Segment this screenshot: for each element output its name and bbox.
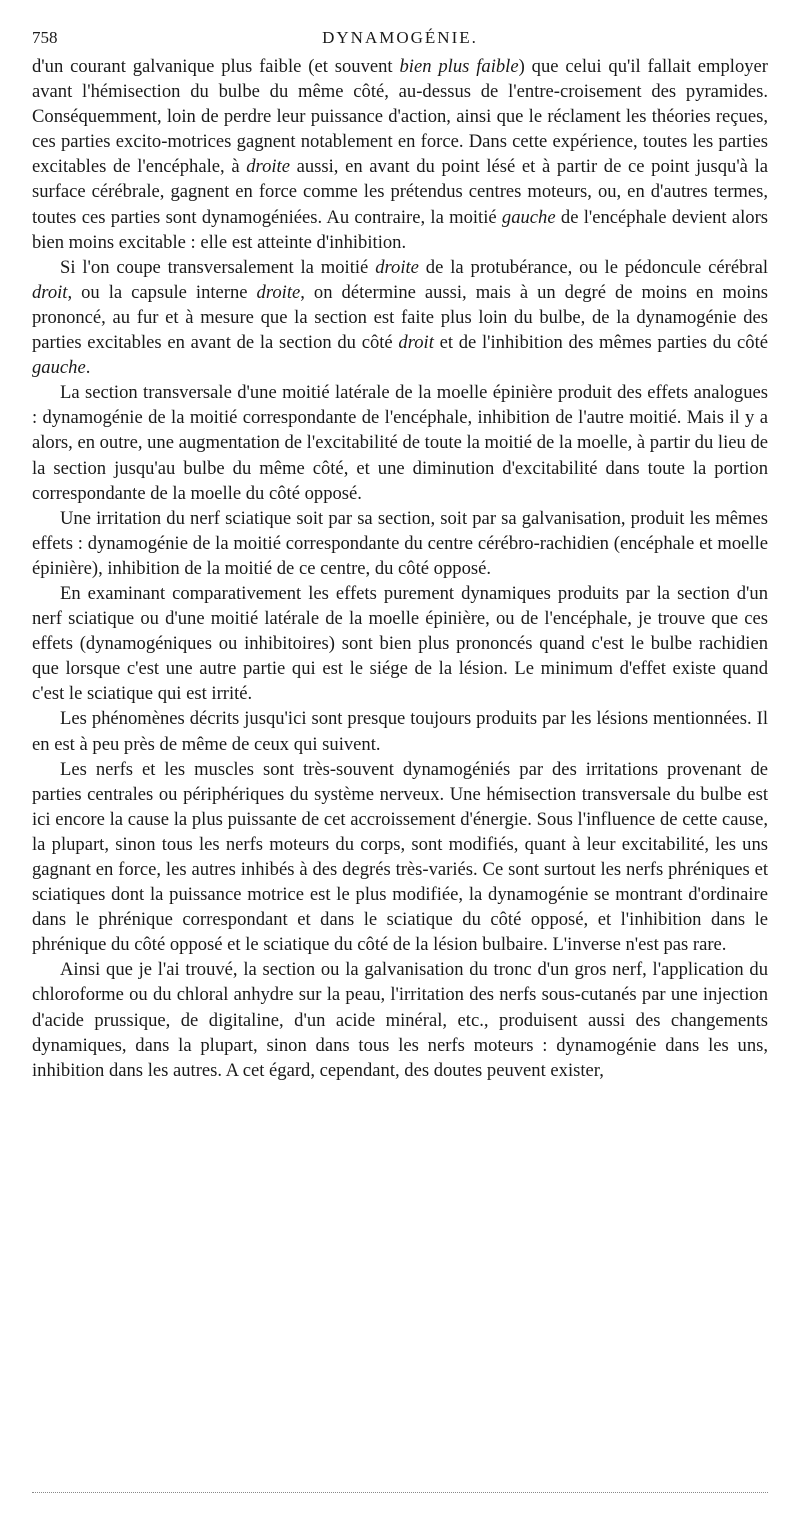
text-run: En examinant comparativement les effets purement dynamiques produits par la section d'un nerf sciatique ou d'une moitié latérale de la moelle épinière, ou de l'encéphale, je trouve que ces effets (dynamogéniques ou inhibitoires) sont bien plus prononcés quand c'est le bulbe rachidien que lorsque c'est une autre partie qui est le siége de la lésion. Le minimum d'effet existe quand c'est le sciatique qui est irrité.: [32, 582, 768, 705]
italic-text: droite: [375, 256, 419, 278]
paragraph-8: [32, 957, 768, 1082]
text-run: , on détermine aussi, mais à un degré de moins en moins prononcé, au fur et à mesure que la section est faite plus loin du bulbe, de la dynamogénie des parties excitables en avant de la section du côté: [32, 281, 769, 354]
paragraph-7: [32, 757, 768, 958]
italic-text: droite: [246, 156, 290, 178]
italic-text: droite: [256, 281, 301, 303]
footer-dotted-rule: [32, 1492, 768, 1493]
italic-text: gauche: [501, 206, 556, 228]
text-run: de la protubérance, ou le pédoncule cérébral: [418, 256, 769, 278]
paragraph-4: [32, 506, 768, 581]
paragraph-5: [32, 581, 768, 706]
italic-text: bien plus faible: [399, 56, 519, 77]
text-run: ) que celui qu'il fallait employer avant l'hémisection du bulbe du même côté, au-dessus de l'entre-croisement des pyramides. Conséquemment, loin de perdre leur puissance d'action, ainsi que le réclament les théories reçues, ces parties excito-motrices gagnent notablement en force. Dans cette expérience, toutes les parties excitables de l'encéphale, à: [32, 56, 768, 178]
paragraph-2: [32, 255, 768, 380]
text-run: Si l'on coupe transversalement la moitié: [60, 256, 376, 278]
text-run: .: [85, 357, 91, 379]
text-run: La section transversale d'une moitié latérale de la moelle épinière produit des effets analogues : dynamogénie de la moitié correspondante de l'encéphale, inhibition de l'autre moitié. Mais il y a alors, en outre, une augmentation de l'excitabilité de toute la moitié de la moelle, à partir du lieu de la section jusqu'au bulbe du même côté, et une diminution d'excitabilité dans toute la portion correspondante de la moelle du côté opposé.: [32, 382, 768, 504]
text-run: Les phénomènes décrits jusqu'ici sont presque toujours produits par les lésions mentionnées. Il en est à peu près de même de ceux qui suivent.: [32, 708, 768, 755]
italic-text: droit: [32, 281, 68, 303]
italic-text: droit: [398, 332, 434, 354]
paragraph-6: [32, 706, 768, 756]
book-page: [32, 28, 768, 1083]
text-run: Ainsi que je l'ai trouvé, la section ou la galvanisation du tronc d'un gros nerf, l'application du chloroforme ou du chloral anhydre sur la peau, l'irritation des nerfs sous-cutanés par une injection d'acide prussique, de digitaline, d'un acide minéral, etc., produisent aussi des changements dynamiques, dans la plupart, sinon dans tous les nerfs moteurs : dynamogénie dans les uns, inhibition dans les autres. A cet égard, cependant, des doutes peuvent exister,: [32, 959, 768, 1081]
text-run: d'un courant galvanique plus faible (et souvent: [32, 56, 400, 77]
running-header: [32, 28, 768, 54]
running-title: DYNAMOGÉNIE.: [322, 28, 478, 47]
text-run: de l'encéphale devient alors bien moins excitable : elle est atteinte d'inhibition.: [32, 206, 768, 253]
page-number: 758: [32, 28, 58, 47]
text-run: aussi, en avant du point lésé et à partir de ce point jusqu'à la surface cérébrale, gagnent en force comme les prétendus centres moteurs, ou, en d'autres termes, toutes ces parties sont dynamogéniées. Au contraire, la moitié: [32, 156, 768, 228]
paragraph-3: [32, 380, 768, 505]
text-run: et de l'inhibition des mêmes parties du côté: [433, 332, 768, 354]
text-run: Les nerfs et les muscles sont très-souvent dynamogéniés par des irritations provenant de parties centrales ou périphériques du système nerveux. Une hémisection transversale du bulbe est ici encore la cause la plus puissante de cet accroissement d'énergie. Sous l'influence de cette cause, la plupart, sinon tous les nerfs moteurs du corps, sont modifiés, quant à leur excitabilité, les uns gagnant en force, les autres inhibés à des degrés très-variés. Ce sont surtout les nerfs phréniques et sciatiques dont la puissance motrice est le plus modifiée, la dynamogénie se montrant d'ordinaire dans le phrénique correspondant et dans le sciatique du côté opposé, et l'inhibition dans le phrénique du côté opposé et le sciatique du côté de la lésion bulbaire. L'inverse n'est pas rare.: [32, 758, 768, 956]
italic-text: gauche: [32, 357, 86, 379]
text-run: , ou la capsule interne: [67, 281, 257, 303]
paragraph-1: [32, 54, 768, 255]
text-run: Une irritation du nerf sciatique soit par sa section, soit par sa galvanisation, produit les mêmes effets : dynamogénie de la moitié correspondante du centre cérébro-rachidien (encéphale et moelle épinière), inhibition de la moitié de ce centre, du côté opposé.: [32, 507, 768, 579]
